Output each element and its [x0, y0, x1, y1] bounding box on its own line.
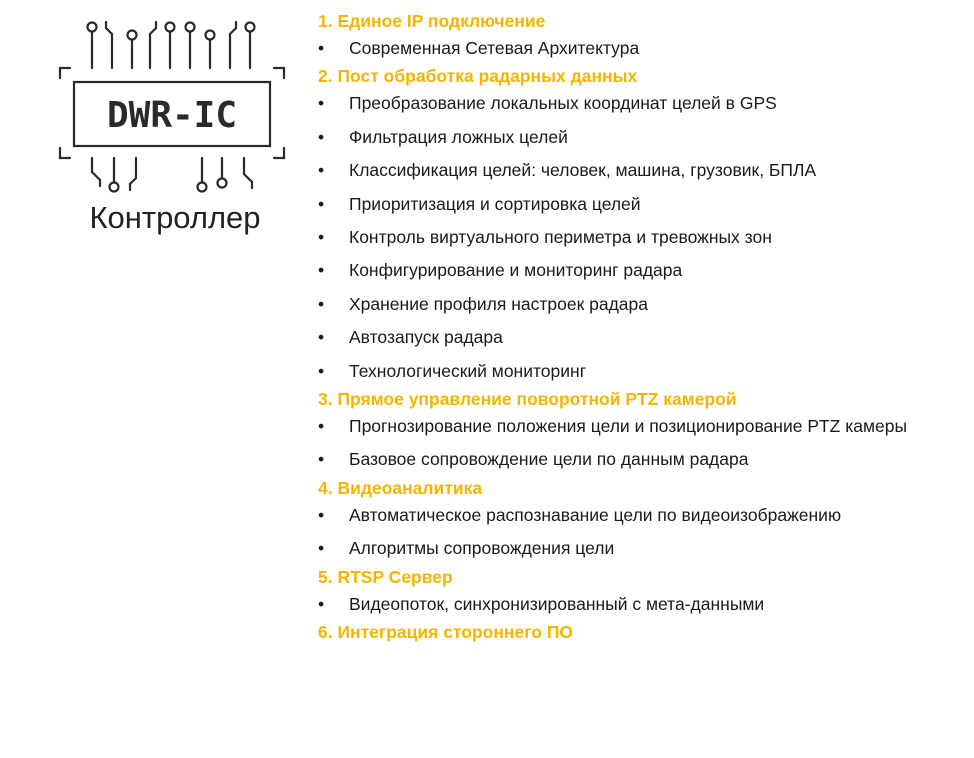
list-item: • Хранение профиля настроек радара: [318, 288, 958, 321]
list-item: • Приоритизация и сортировка целей: [318, 188, 958, 221]
list-item: • Базовое сопровождение цели по данным радара: [318, 443, 958, 476]
section-title: 5. RTSP Сервер: [318, 566, 453, 587]
list-item: • Контроль виртуального периметра и тревожных зон: [318, 221, 958, 254]
section-items: [318, 499, 958, 566]
list-item: • Алгоритмы сопровождения цели: [318, 532, 958, 565]
section-items: [318, 87, 958, 388]
list-item: • Конфигурирование и мониторинг радара: [318, 254, 958, 287]
list-item: • Автоматическое распознавание цели по видеоизображению: [318, 499, 958, 532]
section-title: 2. Пост обработка радарных данных: [318, 66, 638, 87]
list-item: • Классификация целей: человек, машина, грузовик, БПЛА: [318, 154, 958, 187]
list-item: • Современная Сетевая Архитектура: [318, 32, 958, 65]
list-item: • Видеопоток, синхронизированный с мета-данными: [318, 588, 958, 621]
list-item: • Преобразование локальных координат целей в GPS: [318, 87, 958, 120]
logo-text: DWR-IC: [106, 95, 238, 136]
list-item: • Прогнозирование положения цели и позиционирование PTZ камеры: [318, 410, 958, 443]
list-item: • Автозапуск радара: [318, 321, 958, 354]
section-title: 4. Видеоаналитика: [318, 477, 483, 498]
section-items: [318, 588, 958, 621]
list-item: • Технологический мониторинг: [318, 355, 958, 388]
section-title: 3. Прямое управление поворотной PTZ камерой: [318, 389, 737, 410]
section-items: [318, 410, 958, 477]
section-title: 1. Единое IP подключение: [318, 11, 546, 31]
list-item: • Фильтрация ложных целей: [318, 121, 958, 154]
logo-caption: Контроллер: [89, 200, 261, 235]
feature-list: [318, 10, 958, 643]
section-title: 6. Интеграция стороннего ПО: [318, 622, 574, 643]
section-items: [318, 32, 958, 65]
